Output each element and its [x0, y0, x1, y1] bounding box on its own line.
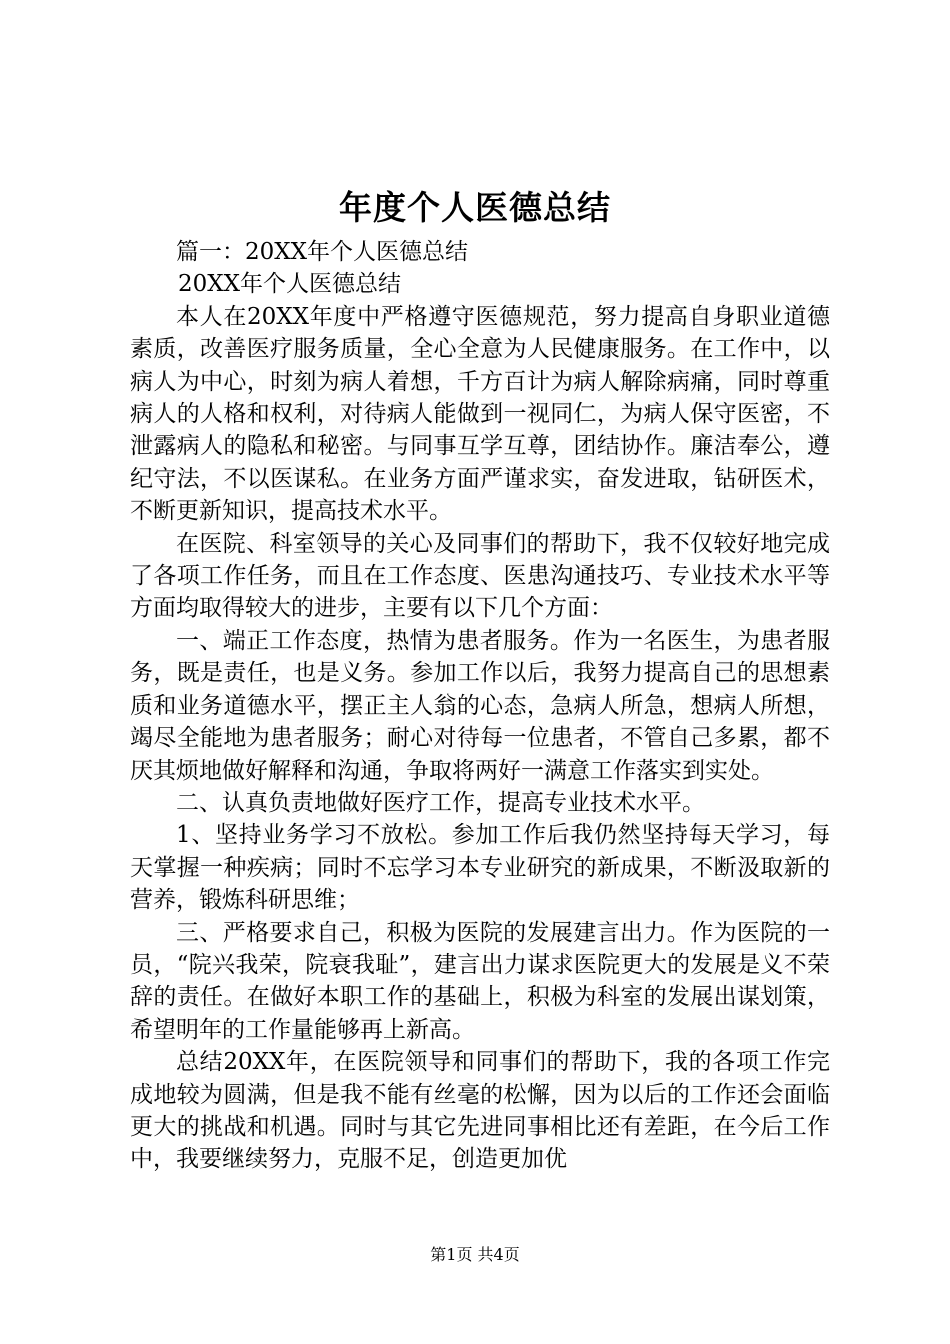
paragraph: 三、严格要求自己，积极为医院的发展建言出力。作为医院的一员，“院兴我荣，院衰我耻”，建言出力谋求医院更大的发展是义不荣辞的责任。在做好本职工作的基础上，积极为科室的发展出谋划策，希望明年的工作量能够再上新高。 — [130, 919, 830, 1043]
paragraph: 总结20XX年，在医院领导和同事们的帮助下，我的各项工作完成地较为圆满，但是我不能有丝毫的松懈，因为以后的工作还会面临更大的挑战和机遇。同时与其它先进同事相比还有差距，在今后工作中，我要继续努力，克服不足，创造更加优 — [130, 1049, 830, 1173]
section-heading: 篇一：20XX年个人医德总结 — [176, 239, 469, 265]
document-body — [130, 236, 830, 1176]
paragraph: 在医院、科室领导的关心及同事们的帮助下，我不仅较好地完成了各项工作任务，而且在工作态度、医患沟通技巧、专业技术水平等方面均取得较大的进步，主要有以下几个方面： — [130, 530, 830, 622]
document-title: 年度个人医德总结 — [339, 188, 611, 227]
page-footer: 第1页 共4页 — [430, 1245, 520, 1264]
paragraph: 1、坚持业务学习不放松。参加工作后我仍然坚持每天学习，每天掌握一种疾病；同时不忘学习本专业研究的新成果，不断汲取新的营养，锻炼科研思维； — [130, 822, 830, 914]
paragraph: 二、认真负责地做好医疗工作，提高专业技术水平。 — [176, 789, 705, 816]
paragraph: 本人在20XX年度中严格遵守医德规范，努力提高自身职业道德素质，改善医疗服务质量，全心全意为人民健康服务。在工作中，以病人为中心，时刻为病人着想，千方百计为病人解除病痛，同时尊重病人的人格和权利，对待病人能做到一视同仁，为病人保守医密，不泄露病人的隐私和秘密。与同事互学互尊，团结协作。廉洁奉公，遵纪守法，不以医谋私。在业务方面严谨求实，奋发进取，钻研医术，不断更新知识，提高技术水平。 — [130, 303, 830, 525]
paragraph: 一、端正工作态度，热情为患者服务。作为一名医生，为患者服务，既是责任，也是义务。参加工作以后，我努力提高自己的思想素质和业务道德水平，摆正主人翁的心态，急病人所急，想病人所想，竭尽全能地为患者服务；耐心对待每一位患者，不管自己多累，都不厌其烦地做好解释和沟通，争取将两好一满意工作落实到实处。 — [130, 627, 830, 784]
subsection-heading: 20XX年个人医德总结 — [178, 271, 402, 298]
